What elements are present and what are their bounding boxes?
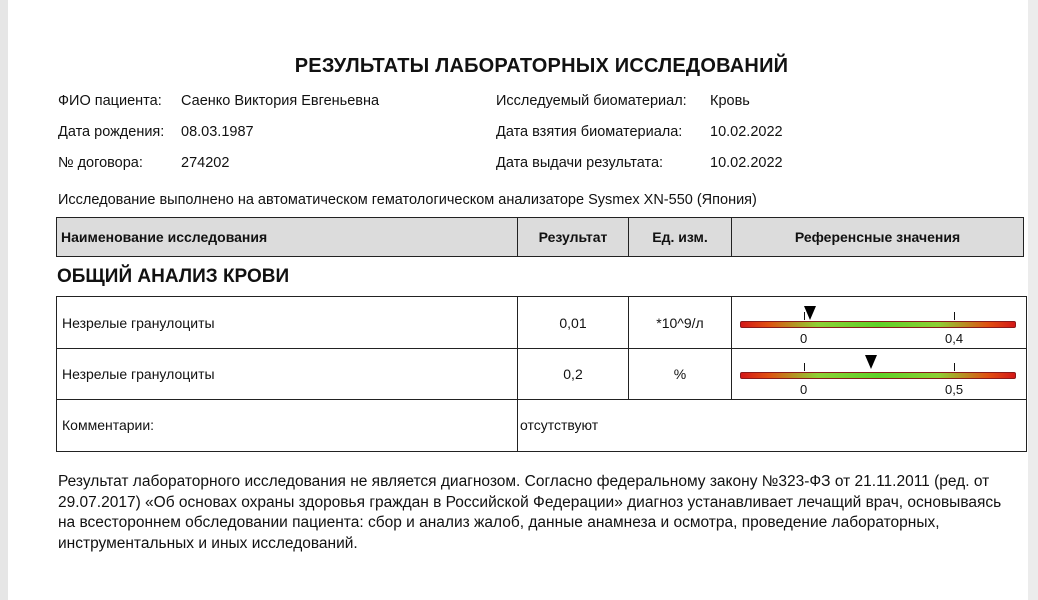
- ref-high-tick: [954, 312, 955, 320]
- disclaimer-text: Результат лабораторного исследования не является диагнозом. Согласно федеральному закону №323-ФЗ от 21.11.2011 (ред. от 29.07.2017) «Об основах охраны здоровья граждан в Российской Федерации» диагноз устанавливает лечащий врач, основываясь на всестороннем обследовании пациента: сбор и анализ жалоб, данные анамнеза и осмотра, проведение лабораторных, инструментальных и иных исследований.: [58, 473, 1002, 552]
- results-table: [56, 296, 1027, 452]
- reference-bar: [740, 372, 1016, 379]
- page-edge-right: [1028, 0, 1038, 600]
- row-result: 0,2: [563, 366, 583, 382]
- ref-low-label: 0: [800, 331, 808, 346]
- page-edge-left: [0, 0, 8, 600]
- row-result: 0,01: [559, 315, 587, 331]
- result-marker: [804, 306, 816, 320]
- row-unit: *10^9/л: [656, 315, 704, 331]
- ref-high-label: 0,5: [945, 382, 964, 397]
- contract-value: 274202: [181, 155, 230, 171]
- header-ref: Референсные значения: [794, 229, 961, 245]
- comment-label: Комментарии:: [62, 417, 155, 433]
- material-label: Исследуемый биоматериал:: [496, 93, 687, 109]
- dob-label: Дата рождения:: [58, 124, 165, 140]
- issued-date-value: 10.02.2022: [710, 155, 783, 171]
- sample-info: [496, 93, 826, 173]
- ref-high-label: 0,4: [945, 331, 964, 346]
- taken-date-value: 10.02.2022: [710, 124, 783, 140]
- patient-info: [58, 93, 488, 173]
- row-name: Незрелые гранулоциты: [62, 366, 215, 382]
- result-marker: [865, 355, 877, 369]
- material-value: Кровь: [710, 93, 750, 109]
- dob-value: 08.03.1987: [181, 124, 254, 140]
- comment-value: отсутствуют: [520, 417, 599, 433]
- row-name: Незрелые гранулоциты: [62, 315, 215, 331]
- reference-scale: [732, 297, 1026, 348]
- ref-low-label: 0: [800, 382, 808, 397]
- patient-name-label: ФИО пациента:: [58, 93, 162, 109]
- contract-label: № договора:: [58, 155, 143, 171]
- comment-row: [57, 399, 1026, 451]
- ref-low-tick: [804, 363, 805, 371]
- page-title: РЕЗУЛЬТАТЫ ЛАБОРАТОРНЫХ ИССЛЕДОВАНИЙ: [294, 55, 789, 77]
- table-row: [57, 297, 1026, 349]
- section-title: ОБЩИЙ АНАЛИЗ КРОВИ: [57, 266, 290, 287]
- row-unit: %: [673, 366, 687, 382]
- issued-date-label: Дата выдачи результата:: [496, 155, 664, 171]
- table-row: [57, 348, 1026, 400]
- taken-date-label: Дата взятия биоматериала:: [496, 124, 683, 140]
- reference-scale: [732, 348, 1026, 399]
- header-unit: Ед. изм.: [652, 229, 708, 245]
- header-name: Наименование исследования: [61, 229, 268, 245]
- ref-high-tick: [954, 363, 955, 371]
- results-table-header: [56, 217, 1024, 257]
- patient-name: Саенко Виктория Евгеньевна: [181, 93, 380, 109]
- reference-bar: [740, 321, 1016, 328]
- analyzer-note: Исследование выполнено на автоматическом гематологическом анализаторе Sysmex XN-550 (Япония): [58, 192, 757, 208]
- header-result: Результат: [538, 229, 608, 245]
